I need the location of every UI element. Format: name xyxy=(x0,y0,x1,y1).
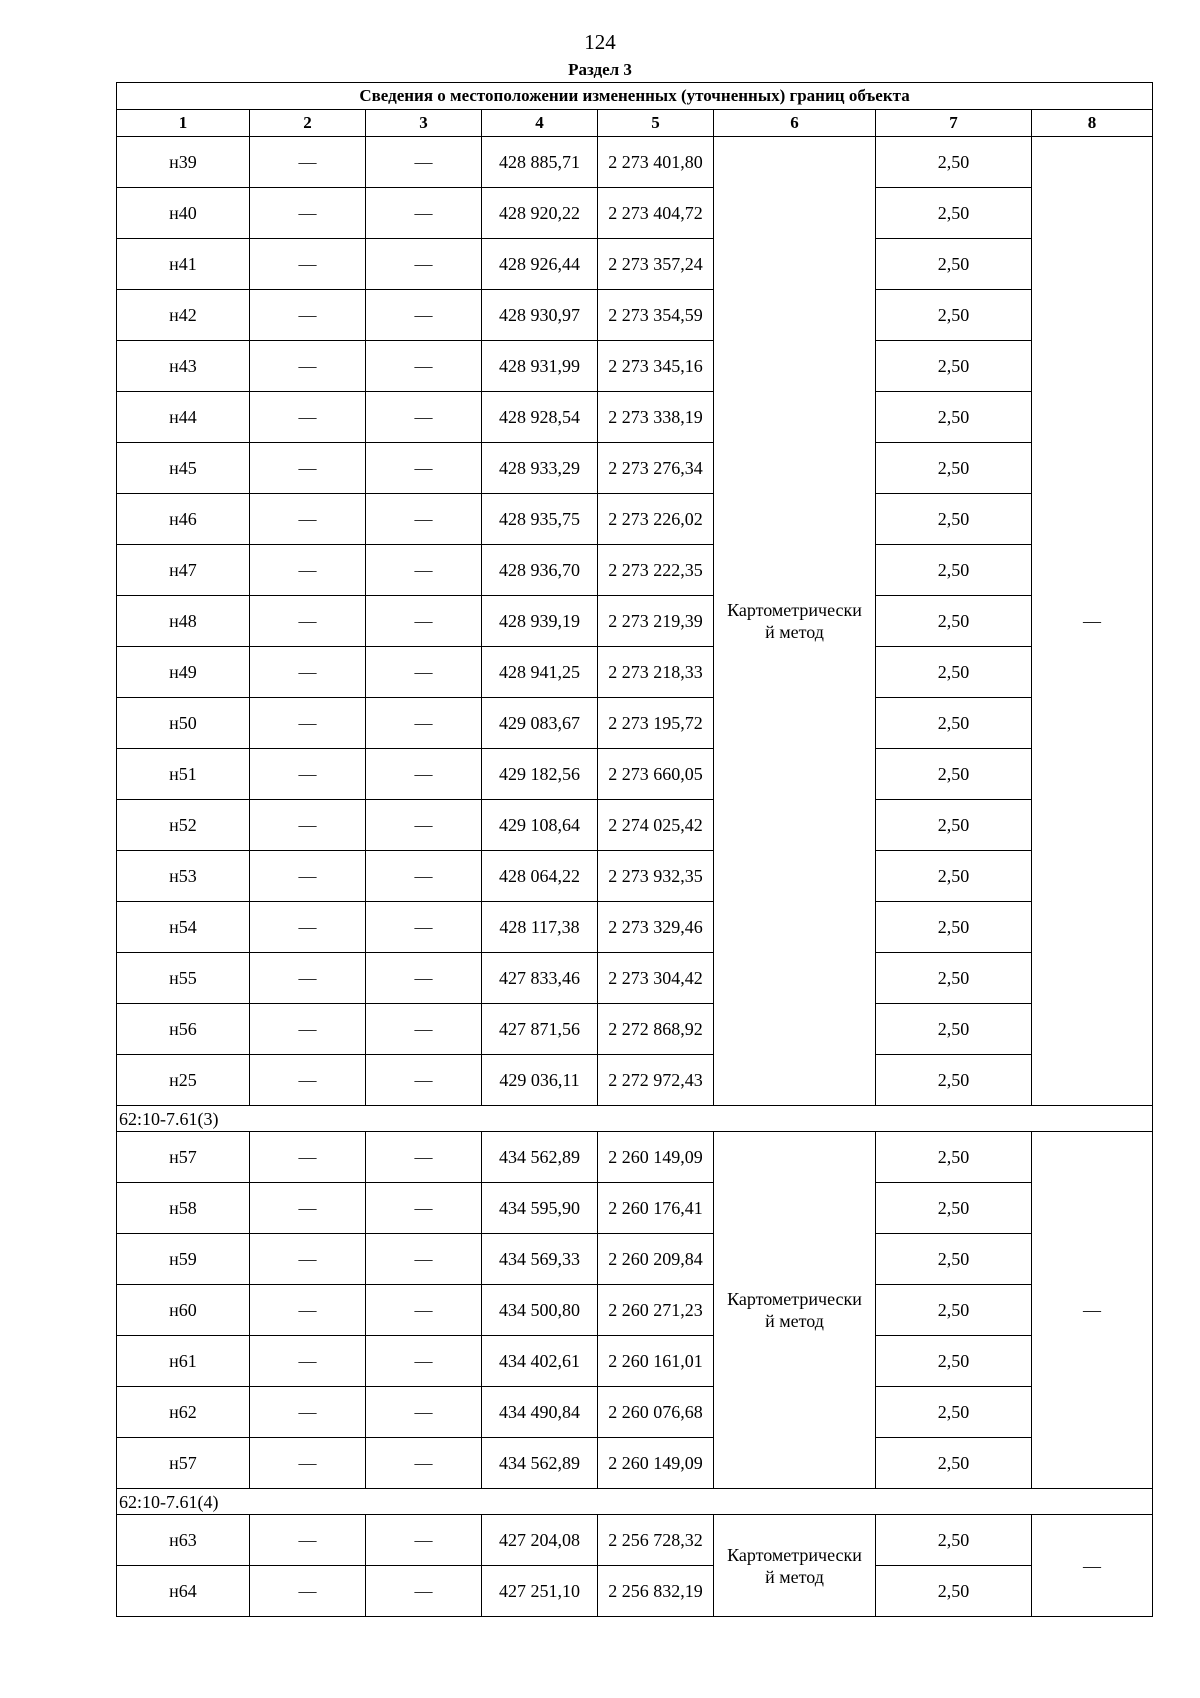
column-number: 8 xyxy=(1032,110,1153,137)
point-id: н39 xyxy=(117,137,250,188)
col3-value: — xyxy=(366,1285,482,1336)
coord-y: 2 273 222,35 xyxy=(598,545,714,596)
point-id: н44 xyxy=(117,392,250,443)
accuracy-value: 2,50 xyxy=(876,1132,1032,1183)
table-row xyxy=(117,545,1153,596)
coord-x: 427 871,56 xyxy=(482,1004,598,1055)
point-id: н50 xyxy=(117,698,250,749)
accuracy-value: 2,50 xyxy=(876,188,1032,239)
point-id: н46 xyxy=(117,494,250,545)
accuracy-value: 2,50 xyxy=(876,647,1032,698)
col2-value: — xyxy=(250,443,366,494)
accuracy-value: 2,50 xyxy=(876,545,1032,596)
col2-value: — xyxy=(250,647,366,698)
accuracy-value: 2,50 xyxy=(876,902,1032,953)
coord-x: 429 036,11 xyxy=(482,1055,598,1106)
accuracy-value: 2,50 xyxy=(876,800,1032,851)
coord-x: 428 941,25 xyxy=(482,647,598,698)
coord-x: 428 930,97 xyxy=(482,290,598,341)
coord-y: 2 274 025,42 xyxy=(598,800,714,851)
point-id: н64 xyxy=(117,1566,250,1617)
point-id: н57 xyxy=(117,1438,250,1489)
coord-y: 2 273 304,42 xyxy=(598,953,714,1004)
coord-y: 2 273 354,59 xyxy=(598,290,714,341)
table-row xyxy=(117,800,1153,851)
point-id: н57 xyxy=(117,1132,250,1183)
coord-x: 427 251,10 xyxy=(482,1566,598,1617)
coord-y: 2 273 218,33 xyxy=(598,647,714,698)
col3-value: — xyxy=(366,1515,482,1566)
point-id: н45 xyxy=(117,443,250,494)
coord-x: 434 402,61 xyxy=(482,1336,598,1387)
parcel-group-label: 62:10-7.61(3) xyxy=(117,1106,1153,1132)
col3-value: — xyxy=(366,290,482,341)
accuracy-value: 2,50 xyxy=(876,1387,1032,1438)
accuracy-value: 2,50 xyxy=(876,1515,1032,1566)
coord-y: 2 256 832,19 xyxy=(598,1566,714,1617)
method-line: Картометрически xyxy=(727,600,862,620)
table-row xyxy=(117,1438,1153,1489)
column-number: 1 xyxy=(117,110,250,137)
table-row xyxy=(117,749,1153,800)
col2-value: — xyxy=(250,239,366,290)
coord-y: 2 273 660,05 xyxy=(598,749,714,800)
method-line: Картометрически xyxy=(727,1289,862,1309)
accuracy-value: 2,50 xyxy=(876,137,1032,188)
coord-x: 428 117,38 xyxy=(482,902,598,953)
page-number: 124 xyxy=(584,30,616,54)
coord-y: 2 272 972,43 xyxy=(598,1055,714,1106)
method-line: Картометрически xyxy=(727,1544,862,1565)
col3-value: — xyxy=(366,647,482,698)
coord-x: 428 936,70 xyxy=(482,545,598,596)
table-row xyxy=(117,188,1153,239)
col2-value: — xyxy=(250,1438,366,1489)
coord-x: 428 920,22 xyxy=(482,188,598,239)
col3-value: — xyxy=(366,137,482,188)
col3-value: — xyxy=(366,596,482,647)
table-row xyxy=(117,341,1153,392)
table-row xyxy=(117,851,1153,902)
col3-value: — xyxy=(366,851,482,902)
accuracy-value: 2,50 xyxy=(876,392,1032,443)
table-row xyxy=(117,1336,1153,1387)
col3-value: — xyxy=(366,953,482,1004)
accuracy-value: 2,50 xyxy=(876,239,1032,290)
coord-y: 2 273 219,39 xyxy=(598,596,714,647)
col3-value: — xyxy=(366,545,482,596)
accuracy-value: 2,50 xyxy=(876,1004,1032,1055)
col2-value: — xyxy=(250,1183,366,1234)
col3-value: — xyxy=(366,188,482,239)
coord-x: 434 562,89 xyxy=(482,1132,598,1183)
coord-x: 434 562,89 xyxy=(482,1438,598,1489)
column-number: 3 xyxy=(366,110,482,137)
col8-value: — xyxy=(1032,1515,1153,1617)
coord-y: 2 273 276,34 xyxy=(598,443,714,494)
col3-value: — xyxy=(366,800,482,851)
accuracy-value: 2,50 xyxy=(876,494,1032,545)
coord-y: 2 273 195,72 xyxy=(598,698,714,749)
coord-y: 2 260 161,01 xyxy=(598,1336,714,1387)
column-number: 7 xyxy=(876,110,1032,137)
coord-x: 428 926,44 xyxy=(482,239,598,290)
col3-value: — xyxy=(366,392,482,443)
col2-value: — xyxy=(250,1055,366,1106)
coordinates-table xyxy=(116,82,1153,1617)
point-id: н40 xyxy=(117,188,250,239)
coord-x: 428 885,71 xyxy=(482,137,598,188)
coord-y: 2 273 404,72 xyxy=(598,188,714,239)
col2-value: — xyxy=(250,596,366,647)
coord-x: 429 083,67 xyxy=(482,698,598,749)
col3-value: — xyxy=(366,1183,482,1234)
point-id: н51 xyxy=(117,749,250,800)
table-row xyxy=(117,596,1153,647)
accuracy-value: 2,50 xyxy=(876,1285,1032,1336)
col3-value: — xyxy=(366,1438,482,1489)
col2-value: — xyxy=(250,749,366,800)
table-row xyxy=(117,1004,1153,1055)
column-number: 4 xyxy=(482,110,598,137)
accuracy-value: 2,50 xyxy=(876,596,1032,647)
table-row xyxy=(117,290,1153,341)
section-title: Раздел 3 xyxy=(568,60,632,79)
table-row xyxy=(117,1515,1153,1566)
coord-x: 428 928,54 xyxy=(482,392,598,443)
method-line: й метод xyxy=(765,1566,824,1587)
col2-value: — xyxy=(250,545,366,596)
point-id: н47 xyxy=(117,545,250,596)
column-number: 2 xyxy=(250,110,366,137)
col3-value: — xyxy=(366,1566,482,1617)
column-number: 5 xyxy=(598,110,714,137)
parcel-group-row xyxy=(117,1489,1153,1515)
point-id: н52 xyxy=(117,800,250,851)
col2-value: — xyxy=(250,1004,366,1055)
coord-y: 2 272 868,92 xyxy=(598,1004,714,1055)
point-id: н53 xyxy=(117,851,250,902)
col2-value: — xyxy=(250,188,366,239)
coord-y: 2 273 345,16 xyxy=(598,341,714,392)
col2-value: — xyxy=(250,290,366,341)
table-row xyxy=(117,647,1153,698)
coord-x: 429 108,64 xyxy=(482,800,598,851)
point-id: н60 xyxy=(117,1285,250,1336)
parcel-group-row xyxy=(117,1106,1153,1132)
point-id: н41 xyxy=(117,239,250,290)
point-id: н49 xyxy=(117,647,250,698)
accuracy-value: 2,50 xyxy=(876,749,1032,800)
col3-value: — xyxy=(366,1336,482,1387)
table-row xyxy=(117,698,1153,749)
accuracy-value: 2,50 xyxy=(876,1055,1032,1106)
table-row xyxy=(117,902,1153,953)
coord-y: 2 273 357,24 xyxy=(598,239,714,290)
col2-value: — xyxy=(250,1132,366,1183)
col2-value: — xyxy=(250,800,366,851)
accuracy-value: 2,50 xyxy=(876,1234,1032,1285)
coord-y: 2 273 329,46 xyxy=(598,902,714,953)
coord-x: 434 500,80 xyxy=(482,1285,598,1336)
coord-y: 2 256 728,32 xyxy=(598,1515,714,1566)
accuracy-value: 2,50 xyxy=(876,1566,1032,1617)
method-cell xyxy=(714,137,876,1106)
col3-value: — xyxy=(366,239,482,290)
table-row xyxy=(117,1183,1153,1234)
point-id: н61 xyxy=(117,1336,250,1387)
table-row xyxy=(117,1055,1153,1106)
coord-y: 2 260 176,41 xyxy=(598,1183,714,1234)
col3-value: — xyxy=(366,1132,482,1183)
point-id: н54 xyxy=(117,902,250,953)
col3-value: — xyxy=(366,494,482,545)
coord-x: 428 931,99 xyxy=(482,341,598,392)
coord-x: 434 569,33 xyxy=(482,1234,598,1285)
point-id: н58 xyxy=(117,1183,250,1234)
accuracy-value: 2,50 xyxy=(876,698,1032,749)
table-row xyxy=(117,1234,1153,1285)
column-number-row xyxy=(117,110,1153,137)
coord-y: 2 273 226,02 xyxy=(598,494,714,545)
coord-x: 434 490,84 xyxy=(482,1387,598,1438)
method-line: й метод xyxy=(765,1311,824,1331)
col3-value: — xyxy=(366,1055,482,1106)
point-id: н48 xyxy=(117,596,250,647)
table-caption: Сведения о местоположении измененных (уточненных) границ объекта xyxy=(117,83,1153,110)
col3-value: — xyxy=(366,1234,482,1285)
accuracy-value: 2,50 xyxy=(876,1183,1032,1234)
method-cell xyxy=(714,1515,876,1617)
col2-value: — xyxy=(250,494,366,545)
coord-x: 428 939,19 xyxy=(482,596,598,647)
coord-y: 2 273 338,19 xyxy=(598,392,714,443)
table-row xyxy=(117,1387,1153,1438)
col3-value: — xyxy=(366,749,482,800)
col3-value: — xyxy=(366,698,482,749)
col2-value: — xyxy=(250,1336,366,1387)
col2-value: — xyxy=(250,1515,366,1566)
point-id: н25 xyxy=(117,1055,250,1106)
col3-value: — xyxy=(366,1004,482,1055)
coord-y: 2 260 149,09 xyxy=(598,1132,714,1183)
accuracy-value: 2,50 xyxy=(876,1438,1032,1489)
point-id: н42 xyxy=(117,290,250,341)
coord-y: 2 260 271,23 xyxy=(598,1285,714,1336)
coord-x: 428 933,29 xyxy=(482,443,598,494)
col2-value: — xyxy=(250,1285,366,1336)
coord-y: 2 260 076,68 xyxy=(598,1387,714,1438)
coord-x: 434 595,90 xyxy=(482,1183,598,1234)
table-row xyxy=(117,239,1153,290)
col2-value: — xyxy=(250,1566,366,1617)
col2-value: — xyxy=(250,953,366,1004)
parcel-group-label: 62:10-7.61(4) xyxy=(117,1489,1153,1515)
col8-value: — xyxy=(1032,137,1153,1106)
point-id: н59 xyxy=(117,1234,250,1285)
col3-value: — xyxy=(366,443,482,494)
col8-value: — xyxy=(1032,1132,1153,1489)
table-row xyxy=(117,1132,1153,1183)
table-caption-row xyxy=(117,83,1153,110)
coord-x: 427 833,46 xyxy=(482,953,598,1004)
point-id: н62 xyxy=(117,1387,250,1438)
column-number: 6 xyxy=(714,110,876,137)
point-id: н43 xyxy=(117,341,250,392)
col2-value: — xyxy=(250,137,366,188)
coord-x: 428 935,75 xyxy=(482,494,598,545)
accuracy-value: 2,50 xyxy=(876,851,1032,902)
coord-y: 2 260 209,84 xyxy=(598,1234,714,1285)
coord-y: 2 273 401,80 xyxy=(598,137,714,188)
coord-x: 427 204,08 xyxy=(482,1515,598,1566)
coord-x: 429 182,56 xyxy=(482,749,598,800)
table-row xyxy=(117,953,1153,1004)
accuracy-value: 2,50 xyxy=(876,341,1032,392)
coord-y: 2 260 149,09 xyxy=(598,1438,714,1489)
accuracy-value: 2,50 xyxy=(876,953,1032,1004)
col3-value: — xyxy=(366,341,482,392)
col2-value: — xyxy=(250,392,366,443)
col3-value: — xyxy=(366,902,482,953)
point-id: н55 xyxy=(117,953,250,1004)
method-line: й метод xyxy=(765,622,824,642)
col2-value: — xyxy=(250,341,366,392)
col2-value: — xyxy=(250,698,366,749)
point-id: н63 xyxy=(117,1515,250,1566)
coord-x: 428 064,22 xyxy=(482,851,598,902)
col2-value: — xyxy=(250,851,366,902)
coord-y: 2 273 932,35 xyxy=(598,851,714,902)
table-row xyxy=(117,443,1153,494)
table-row xyxy=(117,1285,1153,1336)
point-id: н56 xyxy=(117,1004,250,1055)
accuracy-value: 2,50 xyxy=(876,443,1032,494)
table-row xyxy=(117,392,1153,443)
table-row xyxy=(117,494,1153,545)
col3-value: — xyxy=(366,1387,482,1438)
accuracy-value: 2,50 xyxy=(876,1336,1032,1387)
accuracy-value: 2,50 xyxy=(876,290,1032,341)
table-row xyxy=(117,137,1153,188)
table-row xyxy=(117,1566,1153,1617)
col2-value: — xyxy=(250,902,366,953)
method-cell xyxy=(714,1132,876,1489)
col2-value: — xyxy=(250,1387,366,1438)
col2-value: — xyxy=(250,1234,366,1285)
